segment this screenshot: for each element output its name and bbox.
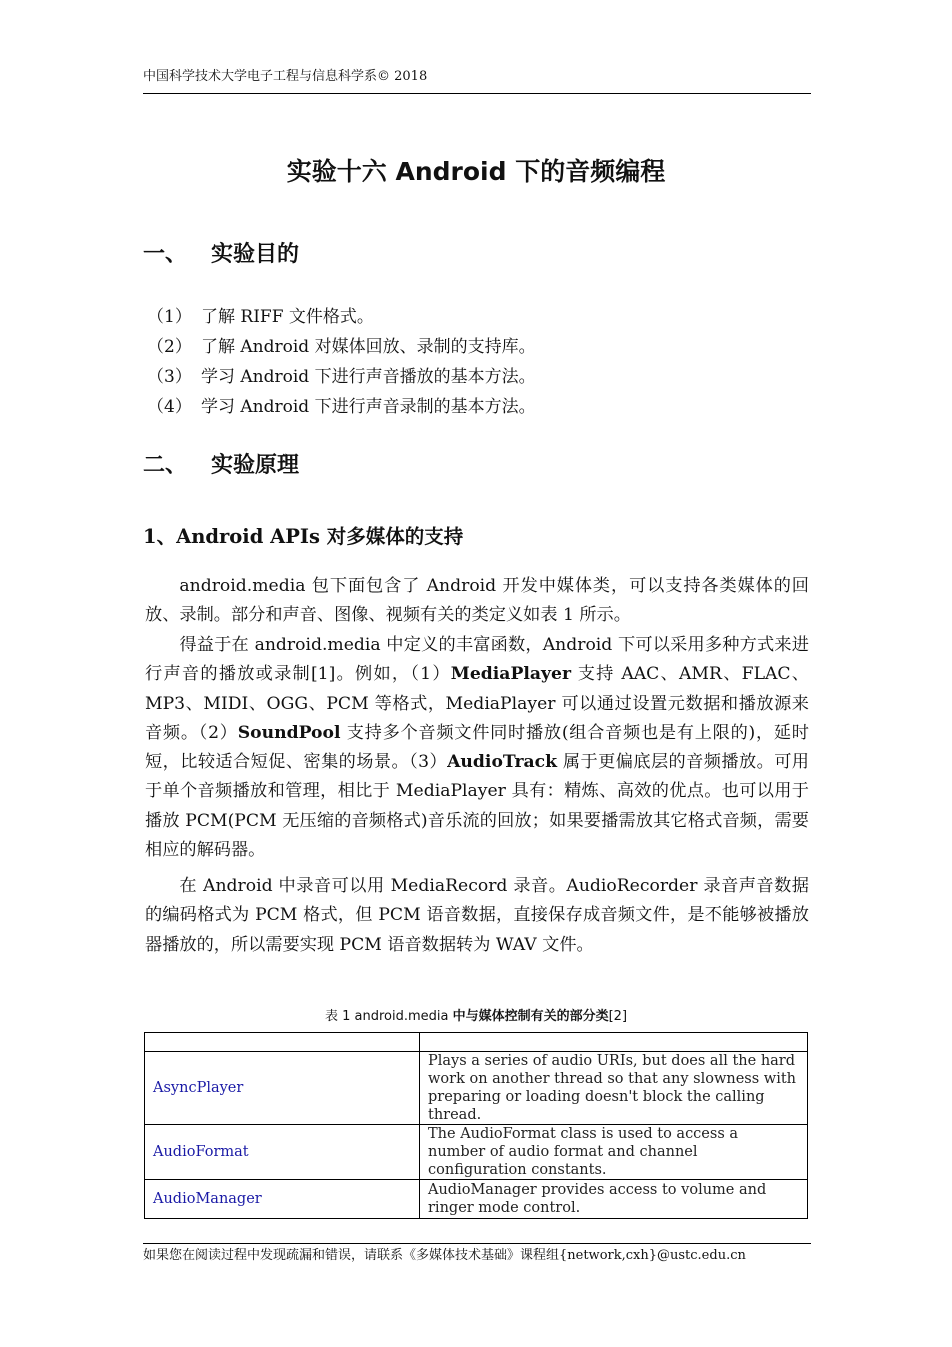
paragraph-3: 在 Android 中录音可以用 MediaRecord 录音。AudioRecorder 录音声音数据的编码格式为 PCM 格式，但 PCM 语音数据，直接保存成音频文件，是不能够被播放器播放的，所以需要实现 PCM 语音数据转为 WAV 文件。: [145, 876, 809, 955]
list-text: 了解 Android 对媒体回放、录制的支持库。: [201, 337, 536, 357]
header-rule: [143, 93, 811, 94]
list-text: 学习 Android 下进行声音播放的基本方法。: [201, 367, 536, 387]
section-number: 二、: [143, 453, 188, 478]
class-name-cell[interactable]: AudioManager: [145, 1180, 420, 1219]
description-cell: AudioManager provides access to volume and ringer mode control.: [420, 1180, 808, 1219]
document-title: 实验十六 Android 下的音频编程: [286, 157, 666, 186]
page-header: 中国科学技术大学电子工程与信息科学系© 2018: [143, 69, 428, 84]
list-item: [147, 302, 536, 332]
list-item: [147, 362, 536, 392]
class-name-soundpool: SoundPool: [237, 722, 341, 743]
paragraph-text: 属于更偏底层的音频播放。可用于单个音频播放和管理，相比于 MediaPlayer 具有：精炼、高效的优点。也可以用于播放 PCM(PCM 无压缩的音频格式)音乐流的回放；如果要播需放其它格式音频，需要相应的解码器。: [145, 752, 809, 861]
list-index: （2）: [147, 337, 192, 357]
table-header-cell: [420, 1033, 808, 1052]
class-name-mediaplayer: MediaPlayer: [450, 664, 572, 685]
class-name-cell[interactable]: AudioFormat: [145, 1125, 420, 1180]
paragraph-1: android.media 包下面包含了 Android 开发中媒体类，可以支持各类媒体的回放、录制。部分和声音、图像、视频有关的类定义如表 1 所示。: [145, 576, 809, 626]
section-heading-objectives: [143, 240, 299, 270]
caption-label: 表 1 android.media: [324, 1009, 449, 1024]
section-title: 实验原理: [211, 453, 300, 478]
section-title: 实验目的: [211, 242, 300, 267]
table-row: [145, 1125, 808, 1180]
objectives-list: [147, 302, 536, 422]
class-name-cell[interactable]: AsyncPlayer: [145, 1052, 420, 1125]
section-number: 一、: [143, 242, 188, 267]
caption-ref: [2]: [608, 1009, 628, 1024]
table-row: [145, 1052, 808, 1125]
list-text: 了解 RIFF 文件格式。: [201, 307, 374, 327]
table-caption: [0, 1007, 952, 1027]
table-header-cell: [145, 1033, 420, 1052]
section-heading-principles: [143, 451, 299, 481]
paragraph-text: 得益于在 android.media 中定义的丰富函数，Android 下可以采用多种方式来进行声音的播放或录制[1]。例如，（1）: [145, 635, 809, 685]
page-footer: 如果您在阅读过程中发现疏漏和错误，请联系《多媒体技术基础》课程组{network,cxh}@ustc.edu.cn: [143, 1248, 746, 1263]
media-classes-table: [144, 1032, 808, 1219]
list-item: [147, 392, 536, 422]
table-row: [145, 1180, 808, 1219]
list-index: （3）: [147, 367, 192, 387]
paragraph-text: 支持 AAC、AMR、FLAC、MP3、MIDI、OGG、PCM 等格式，MediaPlayer 可以通过设置元数据和播放源来音频。（2）: [145, 664, 809, 743]
list-index: （4）: [147, 397, 192, 417]
footer-rule: [143, 1243, 811, 1244]
caption-title: 中与媒体控制有关的部分类: [452, 1009, 609, 1024]
list-item: [147, 332, 536, 362]
list-index: （1）: [147, 307, 192, 327]
table-header-row: [145, 1033, 808, 1052]
paragraph-2: [145, 631, 809, 865]
class-name-audiotrack: AudioTrack: [447, 752, 558, 773]
list-text: 学习 Android 下进行声音录制的基本方法。: [201, 397, 536, 417]
subsection-heading: 1、Android APIs 对多媒体的支持: [143, 525, 464, 548]
description-cell: The AudioFormat class is used to access a number of audio format and channel configuration constants.: [420, 1125, 808, 1180]
paragraph-text: 支持多个音频文件同时播放(组合音频也是有上限的)，延时短，比较适合短促、密集的场景。（3）: [145, 722, 809, 773]
description-cell: Plays a series of audio URIs, but does all the hard work on another thread so that any slowness with preparing or loading doesn't block the calling thread.: [420, 1052, 808, 1125]
